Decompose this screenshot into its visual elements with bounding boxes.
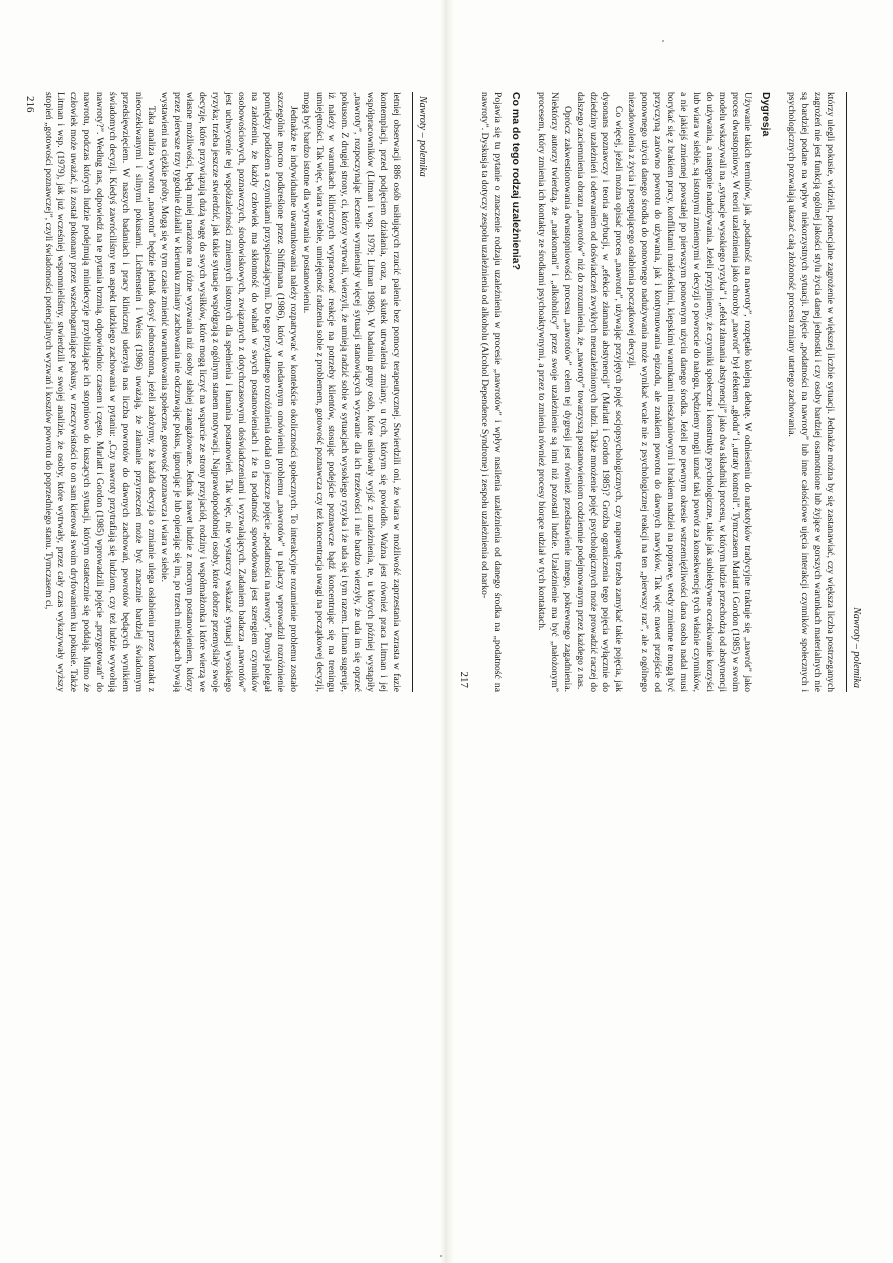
- page-number: 217: [458, 671, 470, 688]
- paragraph: Używanie takich terminów, jak „podatność na nawroty”, rozpętało kolejną debatę. W odniesieniu do narkotyków tradycyjne traktuje się „nawrót” jako proces dwustopniowy. W teorii uzależnienia jako choroby „nawrót” był efektem „głodu” i „utraty kontroli”. Tymczasem Marlatt i Gordon (1985) w swoim modelu wskazywali na „sytuacje wysokiego ryzyka” i „efekt złamania abstynencji” jako dwa składniki procesu, w którym ludzie przechodzą od abstynencji do używania, a następnie nadużywania. Jeżeli przyjmiemy, że czynniki społeczne i konstrukty psychologiczne, takie jak subiektywne oczekiwanie korzyści lub wiara w siebie, są istotnymi zmiennymi w decyzji o powrocie do nałogu, będziemy mogli uznać taki powrót za konsekwencję tych właśnie czynników, a nie jakiejś zmiennej powstałej po pierwszym ponownym użyciu danego środka. Jeżeli po pewnym okresie wstrzemięźliwości dana osoba nadal musi borykać się z brakiem pracy, konfliktami małżeńskimi, kiepskimi warunkami mieszkaniowymi i brakiem nadziei na poprawę, wtedy zmienne te mogą być przyczyną zarówno powrotu do używania, jak i kontynuowania epizodu, ale znakiem powrotu do dawnych nawyków. Tak więc nawet przejście od ponownego użycia danego środka do ponownego nadużywania może wynikać wcale nie z psychologicznej reakcji na ten „pierwszy raz”, ale z ogólnego niezadowolenia z życia i postępującego osłabienia początkowej decyzji.: [626, 92, 754, 692]
- paragraph: Taka analiza wywrotu „nawrotu” będzie jednak dosyć jednostronna, jeżeli założymy, że każda decyzja o zmianie ulega osłabieniu przez kontakt z nieoczekiwanymi i silnymi pokusami. Lichtenstein i Weiss (1986) uważają, że złamanie przyrzeczeń może być znacznie bardziej świadomym przedsięwzięciem. W naszych badaniach i pracy klinicznej uderzyła nas liczba powrotów do dawnych zachowań, powrotów będących wynikiem świadomych decyzji. Kiedyś zawróciliśmy ten aspekt ludzkiego zachowania w pytaniu: „Czy nawroty przytrafiają się ludziom, czy też ludzie wywołują nawroty?”. Według nas, odpowiedź na te pytania brzmią, odpowiednio: czasem i często. Marlatt i Gordon (1985) wprowadzili pojęcie „przygotowań” do nawrotu, podczas których ludzie podejmują minidecyzje przybliżające ich stopniowo do kuszących sytuacji, którym ostatecznie się poddają. Mimo że człowiek może uważać, iż został pokonany przez wszechogarniające pokusy, w rzeczywistości to on sam kierował swoim dryfowaniem ku pokusie. Także Litman i wsp. (1979), jak już wcześniej wspomnieliśmy, stwierdzili w swojej analizie, że osoby, które wytrwały, przez cały czas wykazywały wyższy stopień „gotowości poznawczej”, czyli świadomości potencjalnych wyzwań i kosztów powrotu do poprzedniego stanu. Tymczasem ci,: [42, 92, 157, 692]
- header-rule: [846, 92, 847, 692]
- running-head: Nawroty – polemika: [851, 607, 862, 688]
- section-heading: Dygresja: [760, 92, 773, 137]
- paragraph: Oprócz zakwestionowania dwustopniowości procesu „nawrotów” celem tej dygresji jest również przedstawienie innego, pokrewnego zagadnienia. Niektórzy autorzy twierdzą, że „narkomani” i „alkoholicy” przez swoje uzależnienie są inni niż pozostali ludzie. Uzależnienie ma być „nałożonym” procesem, który zmienia ich kontakty ze środkami psychoaktywnymi, a przez to zmienia również procesy biorące udział w tych kontaktach.: [535, 92, 573, 692]
- paragraph: Pojawia się tu pytanie o znaczenie rodzaju uzależnienia w procesie „nawrotów” i wpływ nasilenia uzależnienia od danego środka na „podatność na nawroty”. Dyskusja ta dotyczy zespołu uzależnienia od alkoholu (Alcohol Dependence Syndrome) i zespołu uzależnienia od narko-: [479, 92, 504, 692]
- paragraph: letniej obserwacji 886 osób usiłujących rzucić palenie bez pomocy terapeutycznej. Stwierdzili oni, że wiara w możliwość zaprzestania wzrasta w fazie kontemplacji, przed podjęciem działania, oraz, na skutek utrwalenia zmiany, u tych, którym się powiodło. Ważna jest również praca Litman i jej współpracowników (Litman i wsp. 1979; Litman 1986). W badaniu grupy osób, które usiłowały wyjść z uzależnienia, te, u których później wystąpiły „nawroty”, rozpoczynając leczenie wymieniały więcej sytuacji stanowiących wyzwanie dla ich trzeźwości i nie bardzo wierzyły, że uda im się oprzeć pokusom. Z drugiej strony, ci, którzy wytrwali, wierzyli, że umieją radzić sobie w sytuacjach wysokiego ryzyka i że uda się i tym razem. Litman sugeruje, iż należy w warunkach klinicznych wypracować reakcje na potrzeby klientów, stosując podejście poznawcze bądź koncentrując się na treningu umiejętności. Tak więc, wiara w siebie, umiejętność radzenia sobie z problemem, gotowość poznawcza czy też koncentracja uwagi na początkowej decyzji, mogą być bardzo istotne dla wytrwania w postanowieniu.: [300, 92, 402, 692]
- paragraph: Jednakże te indywidualne uwarunkowania należy rozpatrywać w kontekście okoliczności społecznych. To interakcyjne rozumienie problemu zostało szczególnie mocno podkreślone przez Shiffmana (1986), który w niedawnym omówieniu problemu „nawrotów” u palaczy wprowadził rozróżnienie pomiędzy podłożem a czynnikami przyspieszającymi. Do tego przydatnego rozróżnienia dodał on jeszcze pojęcie „podatności na nawroty”. Pomysł polegał na założeniu, że każdy człowiek ma skłonność do wahań w swych postanowieniach i że ta podatność spowodowana jest szeregiem czynników osobowościowych, poznawczych, środowiskowych, związanych z dotychczasowymi doświadczeniami i wyzwalających. Zadaniem badacza „nawrotów” jest uchwycenie tej współzależności zmiennych istotnych dla spełnienia i łamania postanowień. Tak więc, nie wystarczy wskazać sytuacji wysokiego ryzyka; trzeba jeszcze stwierdzić, jak takie sytuacje współgrają z ogólnym stanem motywacji. Najprawdopodobniej osoby, które dobrze przemyślały swoje decyzje, które przywiązują dużą wagę do swych wysiłków, które mogą liczyć na wsparcie ze strony przyjaciół, rodziny i współmałżonka i które wierzą we własne możliwości, będą mniej narażone na różne wyzwania niż osoby słabiej zaangażowane. Jednak nawet ludzie z mocnym postanowieniem, którzy przez pierwsze trzy tygodnie działali w kierunku zmiany zachowania nie odczuwając pokus, ignorując je lub opierając się im, po trzech miesiącach bywają wystawieni na ciężkie próby. Mogą się w tym czasie zmienić uwarunkowania społeczne, gotowość poznawcza i wiara w siebie.: [158, 92, 299, 692]
- right-page: [452, 92, 872, 692]
- page-number: 216: [24, 96, 36, 113]
- page-body: [479, 92, 836, 692]
- scan-speck: [662, 40, 664, 42]
- left-page: [18, 92, 438, 692]
- section-heading: Co ma do tego rodzaj uzależnienia?: [510, 92, 523, 270]
- header-rule: [412, 92, 413, 692]
- running-head: Nawroty – polemika: [417, 96, 428, 177]
- paragraph: Co więcej, jeżeli można opisać proces „nawrotu”, używając przyjętych pojęć socjopsychologicznych, czy naprawdę trzeba zamykać takie pojęcia, jak dysonans poznawczy i teoria atrybucji, w „efekcie złamania abstynencji” (Marlatt i Gordon 1985)? Groźba ograniczenia tego pojęcia wyłącznie do dziedziny uzależnień i oderwaniem od doświadczeń zwykłych meuzależnionych ludzi. Także mnożenie pojęć psychologicznych może prowadzić raczej do dalszego zaciemnienia obrazu „nawrotów” niż do zrozumienia, że „nawroty” towarzyszą postanowieniom codziennie podejmowanym przez każdego z nas.: [574, 92, 625, 692]
- page-body: [42, 92, 402, 692]
- scan-speck: [440, 1255, 442, 1257]
- paragraph: którzy ulegli pokusie, widzieli, potencjalne zagrożenie w większej liczbie sytuacji. Jednakże można by się zastanawiać, czy większa liczba postrzeganych zagrożeń nie jest funkcją ogólnej jakości stylu życia danej jednostki i czy osoby bardziej osamotnione lub żyjące w gorszych warunkach materialnych nie są bardziej podane na wpływ niekorzystnych sytuacji. Pojęcie „podatności na nawroty” lub inne całościowe ujęcia interakcji czynników społecznych i psychologicznych pozwalają ukazać całą złożoność procesu zmiany utartego zachowania.: [786, 92, 836, 692]
